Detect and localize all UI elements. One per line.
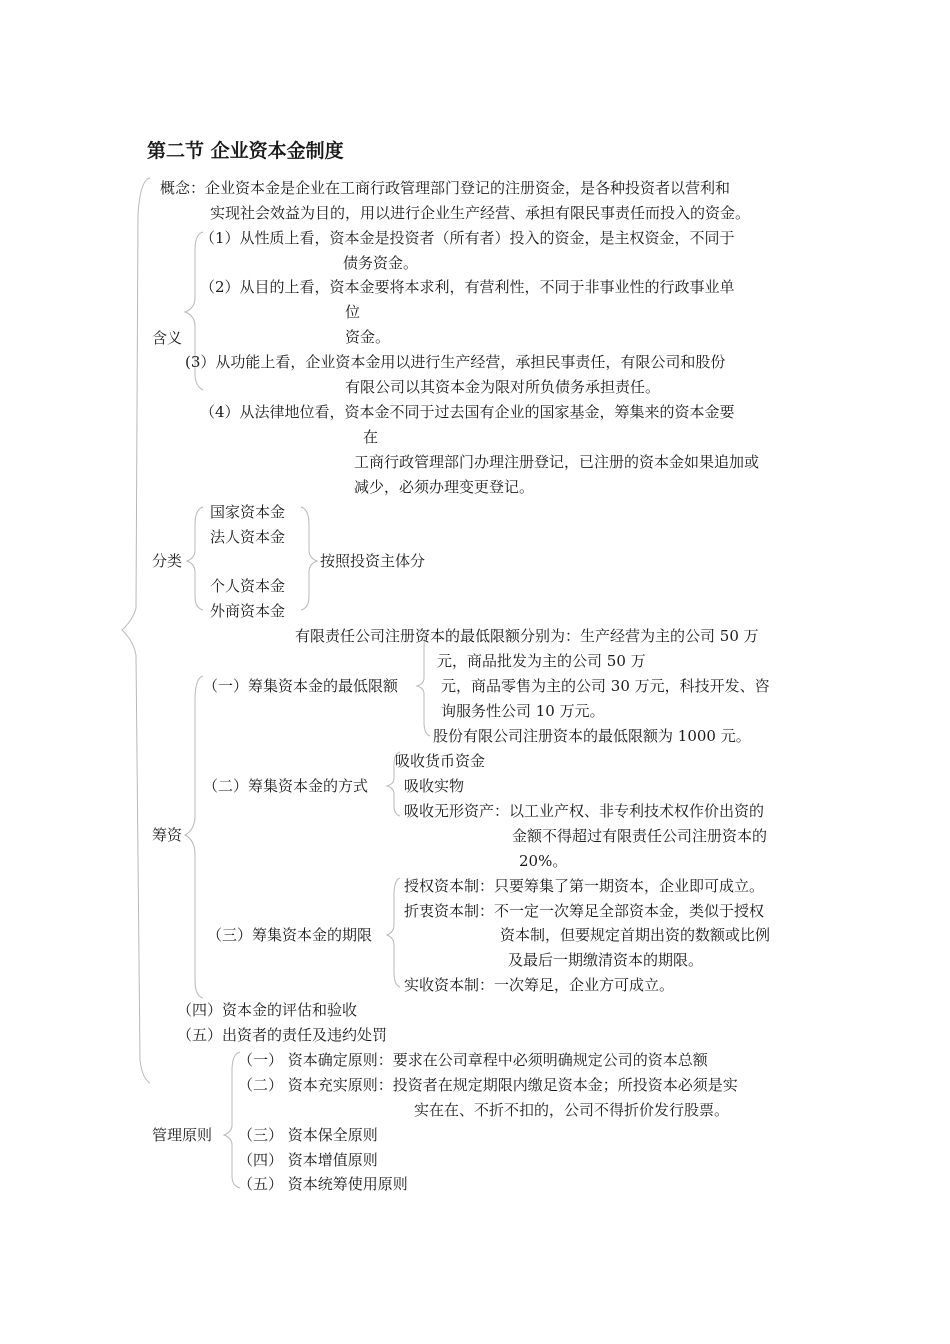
min-line-3: 元，商品零售为主的公司 30 万元，科技开发、咨	[441, 677, 770, 695]
section-title: 第二节 企业资本金制度	[147, 140, 344, 162]
min-label: （一）筹集资本金的最低限额	[203, 677, 399, 695]
principle-4: （四） 资本增值原则	[238, 1151, 378, 1169]
method-item-1: 吸收货币资金	[395, 752, 486, 770]
meaning-item-3: (3）从功能上看，企业资本金用以进行生产经营，承担民事责任，有限公司和股份	[185, 353, 726, 371]
main-brace	[122, 178, 150, 1083]
classification-left-brace	[187, 507, 203, 610]
term-brace	[387, 878, 400, 987]
min-line-4: 询服务性公司 10 万元。	[441, 702, 605, 720]
raising-label: 筹资	[152, 826, 183, 844]
liability-item: （五）出资者的责任及违约处罚	[177, 1026, 388, 1044]
term-label: （三）筹集资本金的期限	[207, 926, 373, 944]
meaning-item-4-cont: 在	[363, 428, 379, 446]
meaning-item-1-cont: 债务资金。	[343, 254, 419, 272]
eval-item: （四）资本金的评估和验收	[177, 1001, 358, 1019]
term-item-2: 折衷资本制：不一定一次筹足全部资本金，类似于授权	[404, 902, 765, 920]
meaning-label: 含义	[152, 329, 183, 347]
term-item-2-cont: 资本制，但要规定首期出资的数额或比例	[500, 926, 771, 944]
meaning-item-2-cont: 位	[345, 303, 361, 321]
min-line-1: 有限责任公司注册资本的最低限额分别为：生产经营为主的公司 50 万	[295, 627, 759, 645]
principles-label: 管理原则	[152, 1126, 213, 1144]
class-item-state: 国家资本金	[210, 503, 286, 521]
principle-2: （二） 资本充实原则：投资者在规定期限内缴足资本金；所投资本必须是实	[238, 1076, 738, 1094]
method-label: （二）筹集资本金的方式	[203, 777, 369, 795]
method-item-2: 吸收实物	[404, 777, 465, 795]
term-item-1: 授权资本制：只要筹集了第一期资本，企业即可成立。	[404, 877, 765, 895]
principle-3: （三） 资本保全原则	[238, 1126, 378, 1144]
principle-1: （一） 资本确定原则：要求在公司章程中必须明确规定公司的资本总额	[238, 1051, 708, 1069]
concept-line-2: 实现社会效益为目的，用以进行企业生产经营、承担有限民事责任而投入的资金。	[210, 204, 751, 222]
class-item-foreign: 外商资本金	[210, 602, 286, 620]
classification-label: 分类	[152, 552, 183, 570]
min-line-2: 元，商品批发为主的公司 50 万	[437, 652, 646, 670]
term-item-2-cont-2: 及最后一期缴清资本的期限。	[508, 951, 704, 969]
meaning-item-3-cont: 有限公司以其资本金为限对所负债务承担责任。	[345, 378, 661, 396]
min-line-5: 股份有限公司注册资本的最低限额为 1000 元。	[433, 727, 751, 745]
method-item-3: 吸收无形资产：以工业产权、非专利技术权作价出资的	[404, 802, 765, 820]
meaning-item-4-cont-2: 工商行政管理部门办理注册登记，已注册的资本金如果追加或	[354, 453, 760, 471]
meaning-item-1: （1）从性质上看，资本金是投资者（所有者）投入的资金，是主权资金，不同于	[200, 229, 735, 247]
term-item-3: 实收资本制：一次筹足，企业方可成立。	[404, 976, 675, 994]
class-item-individual: 个人资本金	[210, 577, 286, 595]
raising-brace	[185, 676, 203, 998]
meaning-item-2: （2）从目的上看，资本金要将本求利，有营利性，不同于非事业性的行政事业单	[200, 278, 735, 296]
principle-5: （五） 资本统筹使用原则	[238, 1175, 408, 1193]
concept-line-1: 概念：企业资本金是企业在工商行政管理部门登记的注册资金，是各种投资者以营利和	[160, 179, 731, 197]
method-item-3-cont: 金额不得超过有限责任公司注册资本的	[512, 827, 768, 845]
meaning-item-2-cont-2: 资金。	[345, 328, 391, 346]
class-item-legal: 法人资本金	[210, 528, 286, 546]
class-basis: 按照投资主体分	[320, 552, 426, 570]
meaning-item-4-cont-3: 减少，必须办理变更登记。	[354, 478, 535, 496]
classification-right-brace	[301, 507, 317, 610]
method-item-3-cont-2: 20%。	[519, 852, 568, 870]
meaning-item-4: （4）从法律地位看，资本金不同于过去国有企业的国家基金，筹集来的资本金要	[200, 403, 735, 421]
principle-2-cont: 实在在、不折不扣的，公司不得折价发行股票。	[414, 1101, 730, 1119]
